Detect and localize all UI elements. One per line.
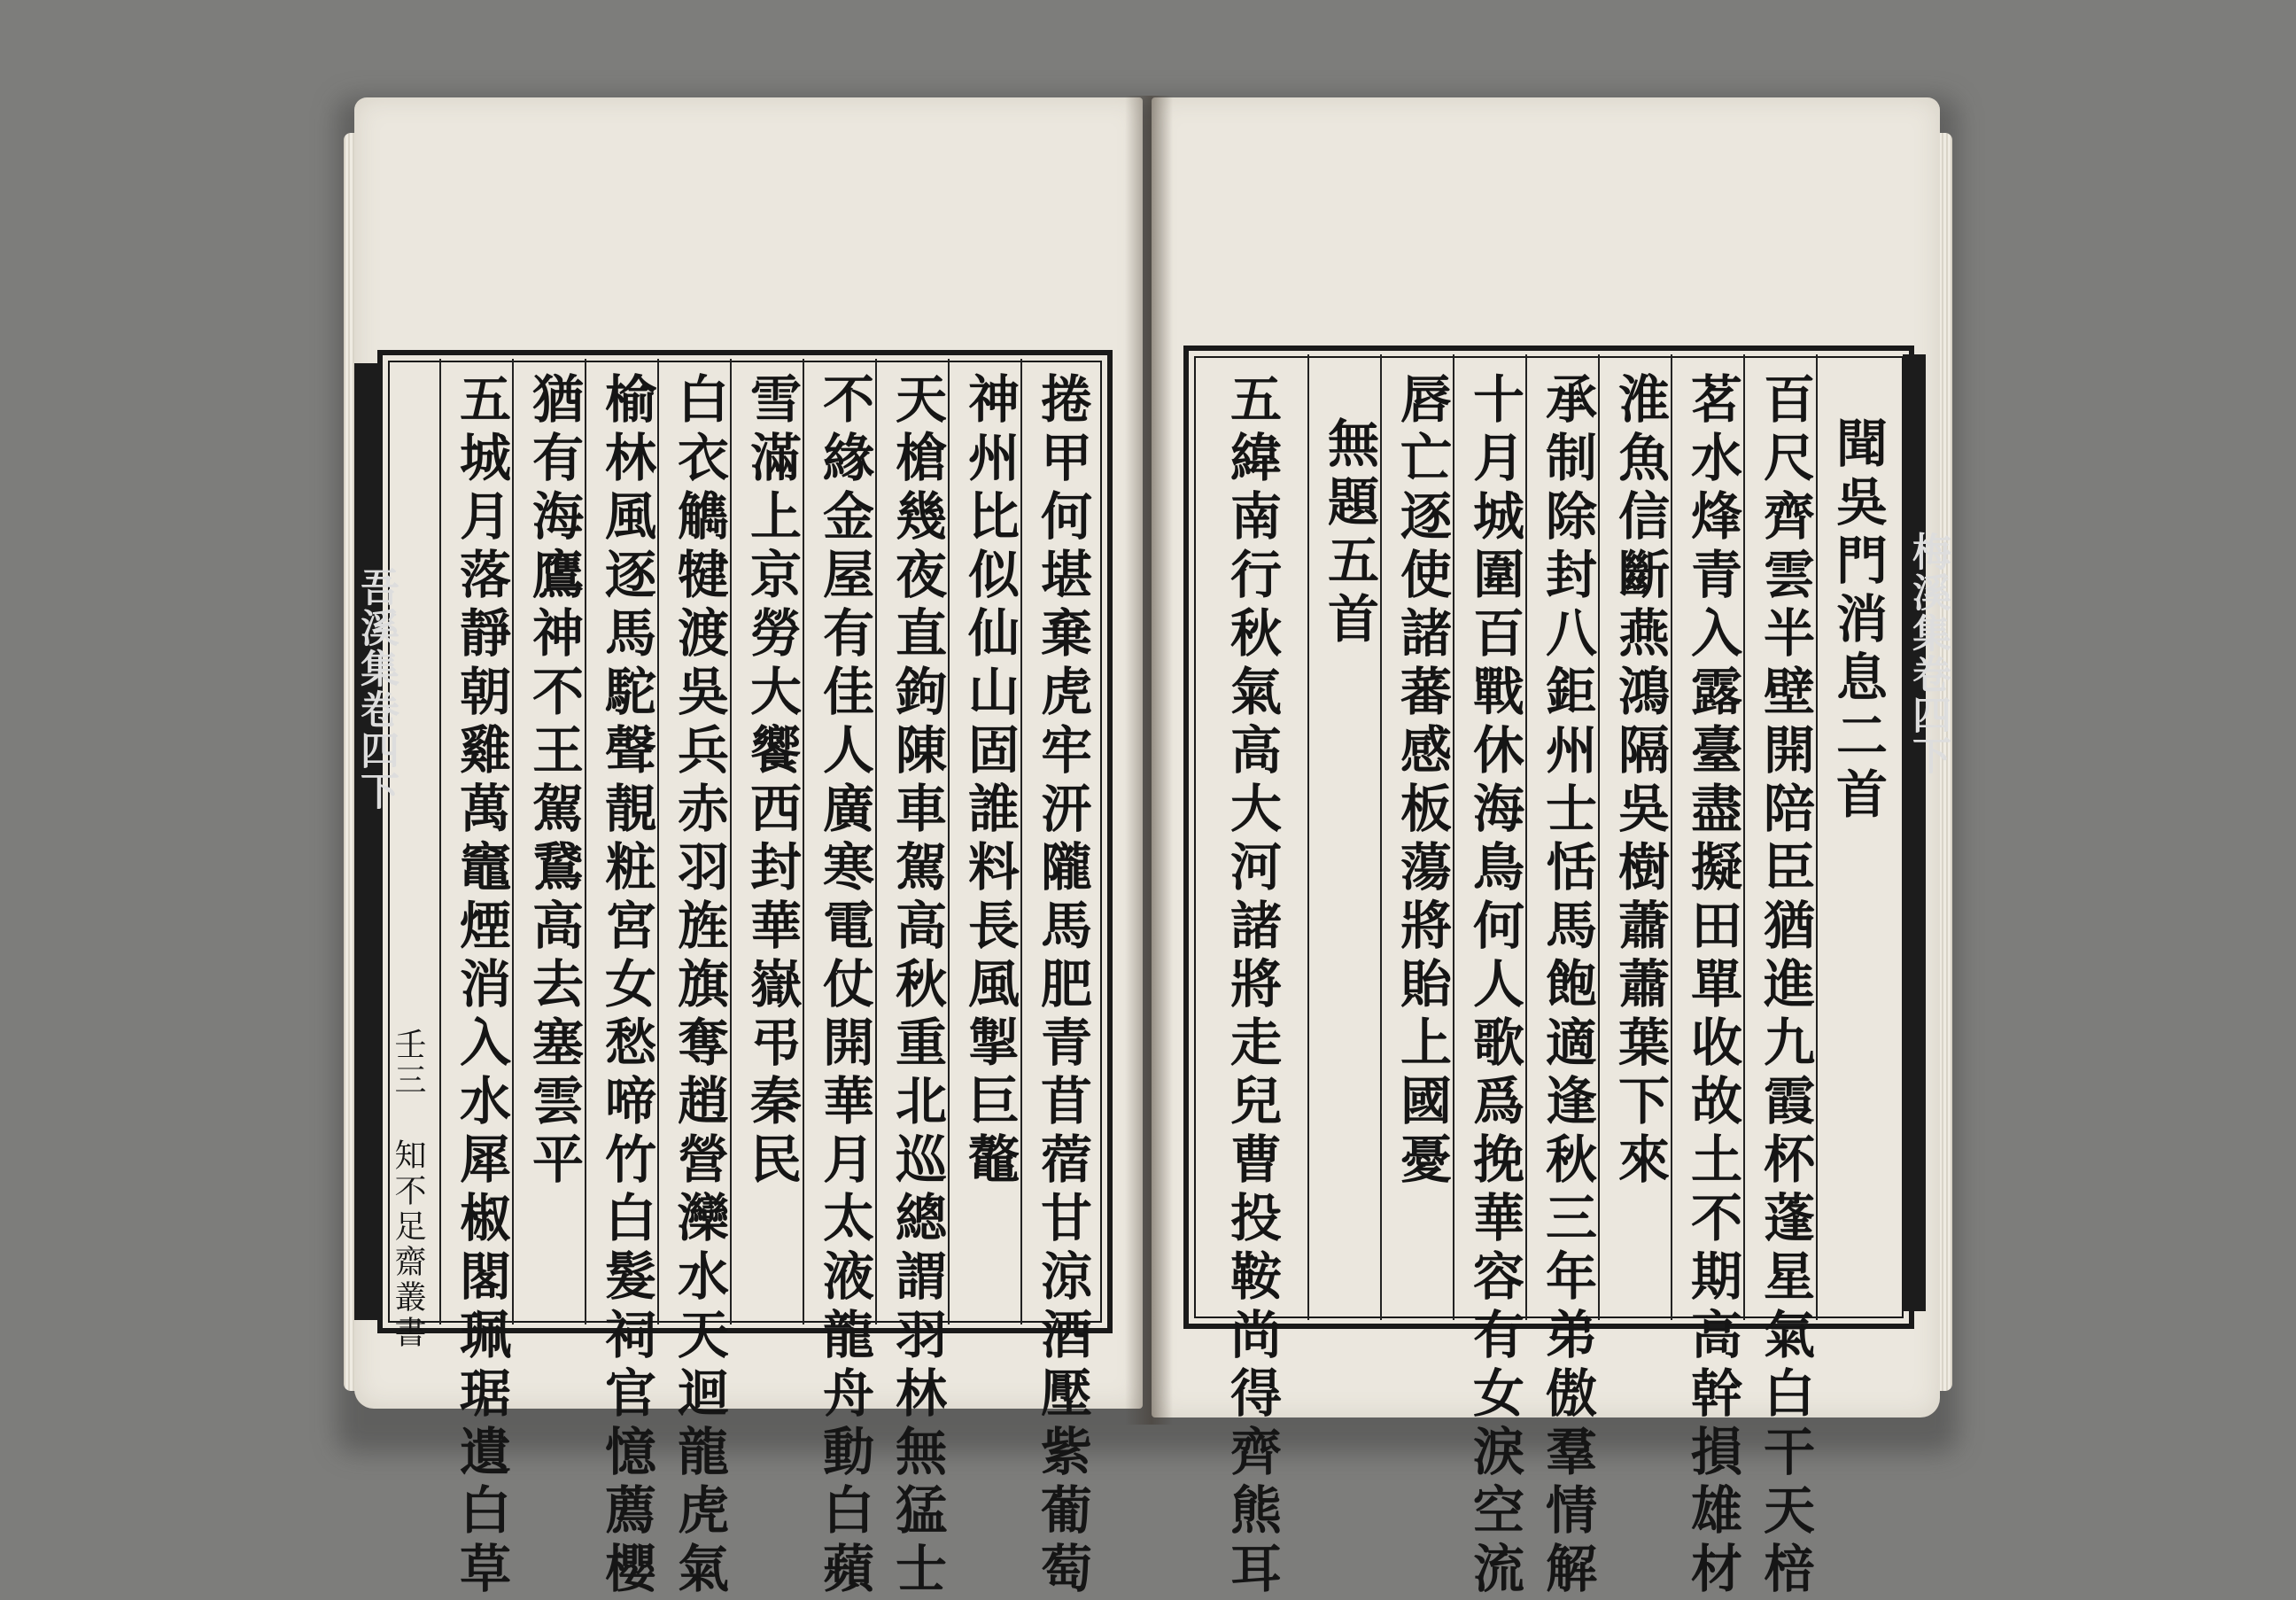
left-col-8: 猶有海鷹神不王駕鵞高去塞雲平 — [524, 372, 584, 1191]
right-col-2: 百尺齊雲半壁開陪臣猶進九霞杯蓬星氣白干天棓 — [1755, 372, 1815, 1600]
left-rule-9 — [439, 359, 441, 1324]
right-rule-1 — [1816, 354, 1818, 1320]
left-rule-6 — [657, 359, 659, 1324]
left-rule-7 — [585, 359, 586, 1324]
right-rule-8 — [1307, 354, 1309, 1320]
left-printer-mark: 壬三 知不足齋叢書 — [390, 1028, 426, 1351]
left-center-block — [354, 363, 381, 1320]
right-col-3: 茗水烽青入露臺盡擬田單收故土不期高幹損雄材 — [1682, 372, 1742, 1600]
right-rule-4 — [1598, 354, 1600, 1320]
left-col-5: 雪滿上京勞大饗西封華嶽弔秦民 — [741, 372, 802, 1191]
right-center-label: 梅溪集卷四下 — [1905, 532, 1951, 776]
right-col-8: 無題五首 — [1319, 416, 1379, 650]
left-rule-8 — [512, 359, 514, 1324]
right-rule-2 — [1743, 354, 1745, 1320]
left-col-6: 白衣觹犍渡吳兵赤羽旌旗奪趙營灤水天迴龍虎氣 — [669, 372, 729, 1600]
left-col-2: 神州比似仙山固誰料長風掣巨鼇 — [959, 372, 1020, 1191]
right-rule-7 — [1380, 354, 1382, 1320]
right-col-7: 唇亡逐使諸蕃感板蕩將貽上國憂 — [1392, 372, 1452, 1191]
right-col-5: 承制除封八鉅州士恬馬飽適逢秋三年弟傲羣情解 — [1537, 372, 1597, 1600]
right-rule-5 — [1525, 354, 1527, 1320]
right-rule-3 — [1671, 354, 1672, 1320]
left-rule-2 — [948, 359, 950, 1324]
right-rule-6 — [1453, 354, 1454, 1320]
book-gutter — [1125, 96, 1173, 1425]
left-col-7: 榆林風逐馬駝聲靚粧宮女愁啼竹白髮祠官憶薦櫻 — [596, 372, 656, 1600]
right-center-block — [1903, 354, 1926, 1311]
left-rule-4 — [803, 359, 804, 1324]
left-rule-3 — [875, 359, 877, 1324]
left-rule-5 — [730, 359, 732, 1324]
right-col-1: 聞吳門消息二首 — [1827, 416, 1888, 826]
left-rule-1 — [1020, 359, 1022, 1324]
right-col-6: 十月城圍百戰休海鳥何人歌爲挽華容有女淚空流 — [1464, 372, 1524, 1600]
right-col-4: 淮魚信斷燕鴻隔吳樹蕭蕭葉下來 — [1610, 372, 1670, 1191]
left-col-9: 五城月落靜朝雞萬竈煙消入水犀椒閣珮琚遺白草 — [451, 372, 511, 1600]
left-col-1: 捲甲何堪棄虎牢汧隴馬肥青苜蓿甘涼酒壓紫葡萄 — [1032, 372, 1092, 1600]
right-col-9: 五緯南行秋氣高大河諸將走兒曹投鞍尚得齊熊耳 — [1222, 372, 1282, 1600]
left-col-3: 天槍幾夜直鉤陳車駕高秋重北巡總謂羽林無猛士 — [887, 372, 947, 1600]
left-col-4: 不緣金屋有佳人廣寒電仗開華月太液龍舟動白蘋 — [814, 372, 874, 1600]
left-center-label: 吾溪集卷四下 — [353, 567, 399, 812]
